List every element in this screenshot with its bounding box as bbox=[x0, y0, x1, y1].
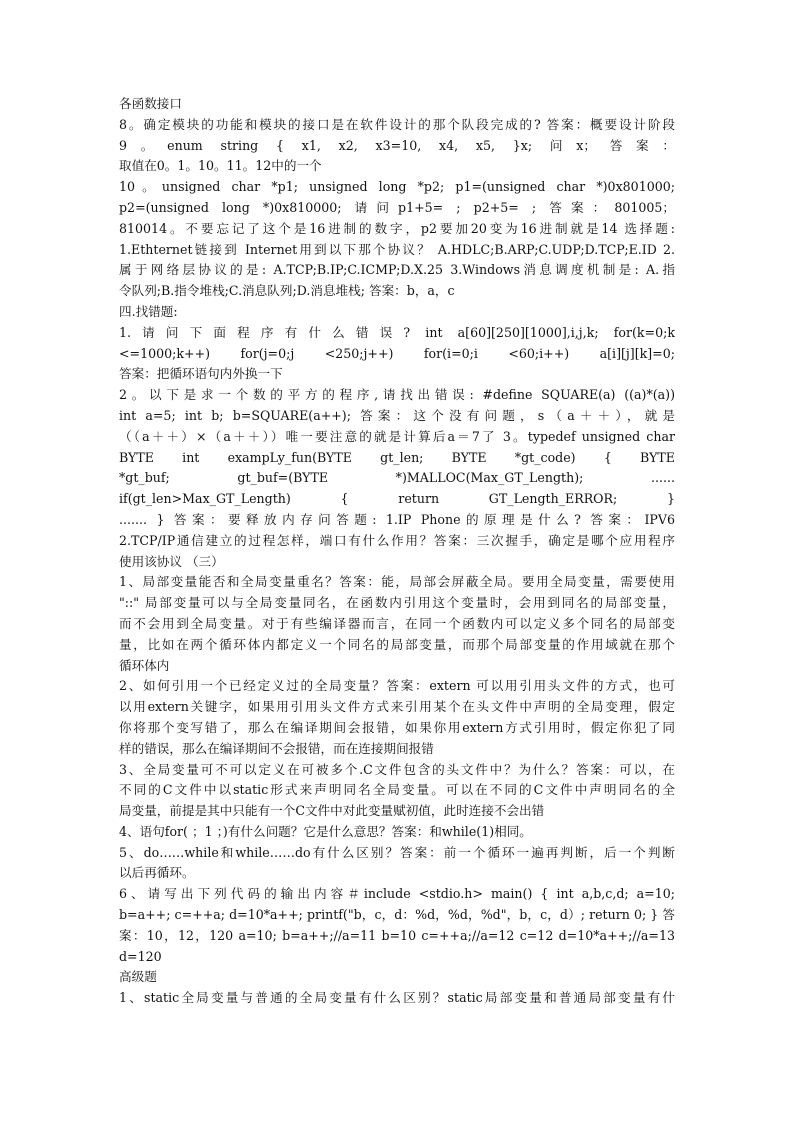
text-line: if(gt_len>Max_GT_Length) { return GT_Length_ERROR; } bbox=[119, 491, 675, 507]
text-line: 高级题 bbox=[119, 969, 157, 985]
text-line: 以用extern关键字，如果用引用头文件方式来引用某个在头文件中声明的全局变理，假定 bbox=[119, 699, 675, 715]
document-body bbox=[119, 94, 675, 1009]
text-line: 以后再循环。 bbox=[119, 865, 195, 881]
text-line: 2.TCP/IP通信建立的过程怎样，端口有什么作用？答案：三次握手，确定是哪个应用程序 bbox=[119, 532, 675, 548]
text-line: 各函数接口 bbox=[119, 96, 182, 111]
text-line: 案：10，12，120 a=10; b=a++;//a=11 b=10 c=++a;//a=12 c=12 d=10*a++;//a=13 bbox=[119, 927, 675, 943]
text-line: d=120 bbox=[119, 948, 162, 964]
text-line: 1、局部变量能否和全局变量重名？答案：能，局部会屏蔽全局。要用全局变量，需要使用 bbox=[119, 574, 675, 590]
text-line: 属于网络层协议的是: A.TCP;B.IP;C.ICMP;D.X.25 3.Windows消息调度机制是: A.指 bbox=[119, 262, 675, 278]
text-line: 10。unsigned char *p1; unsigned long *p2; p1=(unsigned char *)0x801000; bbox=[119, 179, 675, 195]
text-line: <=1000;k++) for(j=0;j <250;j++) for(i=0;i <60;i++) a[i][j][k]=0; bbox=[119, 345, 675, 361]
text-line: 5、do……while和while……do有什么区别？答案：前一个循环一遍再判断，后一个判断 bbox=[119, 844, 675, 860]
text-line: 4、语句for( ；1 ；)有什么问题？它是什么意思？答案：和while(1)相同。 bbox=[119, 823, 532, 839]
text-line: 1.请问下面程序有什么错误? int a[60][250][1000],i,j,k; for(k=0;k bbox=[119, 324, 675, 340]
text-line: "::" 局部变量可以与全局变量同名，在函数内引用这个变量时，会用到同名的局部变量， bbox=[119, 595, 675, 611]
text-line: 你将那个变写错了，那么在编译期间会报错，如果你用extern方式引用时，假定你犯了同 bbox=[119, 719, 675, 735]
text-line: ....... } 答案：要释放内存问答题: 1.IP Phone的原理是什么? 答案：IPV6 bbox=[119, 511, 675, 527]
text-line: 样的错误，那么在编译期间不会报错，而在连接期间报错 bbox=[119, 740, 434, 756]
text-line: 量，比如在两个循环体内都定义一个同名的局部变量，而那个局部变量的作用域就在那个 bbox=[119, 636, 675, 652]
text-line: 3、全局变量可不可以定义在可被多个.C文件包含的头文件中？为什么？答案：可以，在 bbox=[119, 761, 675, 777]
text-line: 6、请写出下列代码的输出内容＃include <stdio.h> main() { int a,b,c,d; a=10; bbox=[119, 886, 675, 902]
text-line: 不同的C文件中以static形式来声明同名全局变量。可以在不同的C文件中声明同名的全 bbox=[119, 782, 675, 798]
text-line: 8。确定模块的功能和模块的接口是在软件设计的那个队段完成的? 答案：概要设计阶段 bbox=[119, 116, 675, 132]
text-line: *gt_buf; gt_buf=(BYTE *)MALLOC(Max_GT_Length); ...... bbox=[119, 470, 675, 486]
text-line: 9。enum string { x1, x2, x3=10, x4, x5, }x; 问x；答案： bbox=[119, 137, 675, 153]
text-line: int a=5; int b; b=SQUARE(a++); 答案：这个没有问题，s（a＋＋），就是 bbox=[119, 407, 675, 423]
text-line: 使用该协议 （三） bbox=[119, 553, 224, 569]
text-line: p2=(unsigned long *)0x810000; 请问p1+5= ; p2+5= ; 答案：801005； bbox=[119, 199, 675, 215]
text-line: 而不会用到全局变量。对于有些编译器而言，在同一个函数内可以定义多个同名的局部变 bbox=[119, 615, 675, 631]
text-line: BYTE int exampLy_fun(BYTE gt_len; BYTE *gt_code) { BYTE bbox=[119, 449, 675, 465]
text-line: 答案：把循环语句内外换一下 bbox=[119, 366, 283, 382]
text-line: 取值在0。1。10。11。12中的一个 bbox=[119, 158, 322, 174]
text-line: 2、如何引用一个已经定义过的全局变量？答案：extern 可以用引用头文件的方式，也可 bbox=[119, 678, 675, 694]
text-line: b=a++; c=++a; d=10*a++; printf("b，c，d：%d，%d，%d"，b，c，d）; return 0; } 答 bbox=[119, 907, 675, 923]
text-line: 2。以下是求一个数的平方的程序,请找出错误: #define SQUARE(a) ((a)*(a)) bbox=[119, 387, 675, 403]
text-line: 四.找错题: bbox=[119, 303, 178, 319]
text-line: （（a＋＋）×（a＋＋））唯一要注意的就是计算后a＝7了 3。typedef unsigned char bbox=[119, 428, 675, 444]
text-line: 1、static全局变量与普通的全局变量有什么区别？static局部变量和普通局部变量有什 bbox=[119, 990, 675, 1006]
text-line: 循环体内 bbox=[119, 657, 170, 673]
text-line: 810014。不要忘记了这个是16进制的数字，p2要加20变为16进制就是14 选择题: bbox=[119, 220, 675, 236]
text-line: 令队列;B.指令堆栈;C.消息队列;D.消息堆栈; 答案：b，a，c bbox=[119, 283, 455, 299]
text-line: 1.Ethternet链接到 Internet用到以下那个协议？ A.HDLC;B.ARP;C.UDP;D.TCP;E.ID 2. bbox=[119, 241, 675, 257]
text-line: 局变量，前提是其中只能有一个C文件中对此变量赋初值，此时连接不会出错 bbox=[119, 803, 545, 819]
